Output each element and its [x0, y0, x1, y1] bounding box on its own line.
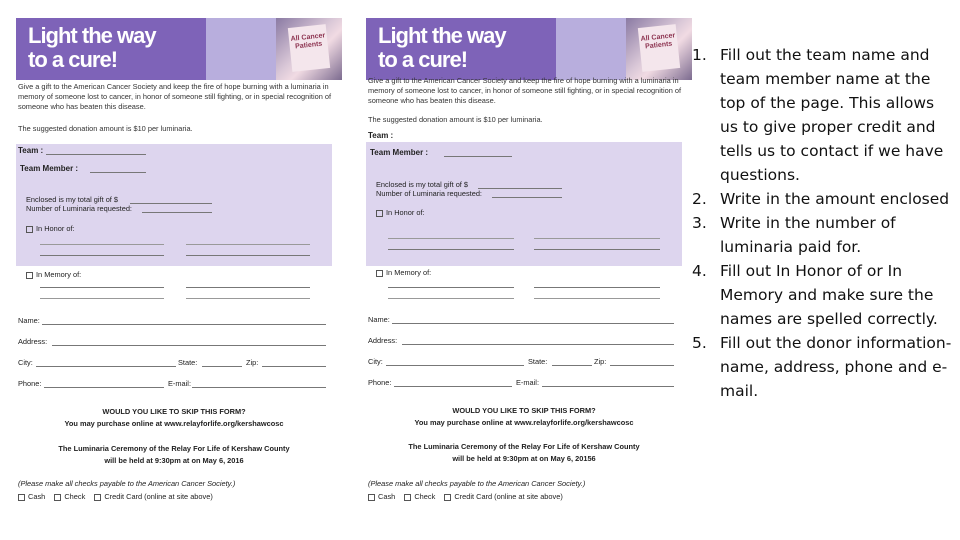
phone-label: Phone:: [368, 378, 392, 387]
name-label: Name:: [18, 316, 40, 325]
payment-options: [18, 492, 220, 501]
in-honor-option[interactable]: In Honor of:: [26, 224, 75, 233]
honor-checkbox[interactable]: [26, 226, 33, 233]
honor-name-line[interactable]: [388, 249, 514, 250]
payment-option-cash[interactable]: Cash: [368, 492, 395, 501]
city-field[interactable]: [36, 366, 176, 367]
city-label: City:: [18, 358, 33, 367]
zip-field[interactable]: [262, 366, 326, 367]
email-field[interactable]: [542, 386, 674, 387]
address-field[interactable]: [402, 344, 674, 345]
purchase-online-text: You may purchase online at www.relayforlife.org/kershawcosc: [64, 419, 284, 428]
luminaria-label: Number of Luminaria requested:: [376, 189, 482, 198]
memory-checkbox[interactable]: [376, 270, 383, 277]
payment-option-check[interactable]: Check: [404, 492, 435, 501]
instruction-text: Fill out In Honor of or In Memory and make sure the names are spelled correctly.: [720, 262, 938, 328]
team-member-label: Team Member :: [370, 148, 429, 157]
enclosed-label: Enclosed is my total gift of $: [26, 195, 119, 204]
cash-checkbox[interactable]: [368, 494, 375, 501]
enclosed-field[interactable]: [130, 203, 212, 204]
instruction-number: 1.: [692, 46, 707, 64]
skip-form-heading: WOULD YOU LIKE TO SKIP THIS FORM?: [452, 406, 596, 415]
purchase-online-text: You may purchase online at www.relayforlife.org/kershawcosc: [414, 418, 634, 427]
instruction-text: Write in the number of luminaria paid for.: [720, 214, 896, 256]
payable-note: (Please make all checks payable to the American Cancer Society.): [18, 479, 236, 488]
team-label: Team :: [368, 131, 394, 140]
instructions-list: [692, 43, 954, 403]
instruction-text: Fill out the team name and team member name at the top of the page. This allows us to give proper credit and tells us to contact if we have questions.: [720, 46, 944, 184]
honor-name-line[interactable]: [186, 255, 310, 256]
memory-name-line[interactable]: [186, 298, 310, 299]
banner-headline: Light the way to a cure!: [378, 23, 506, 72]
name-field[interactable]: [392, 323, 674, 324]
memory-name-line[interactable]: [186, 287, 310, 288]
instruction-item: [692, 187, 954, 211]
banner-headline: Light the way to a cure!: [28, 23, 156, 72]
memory-checkbox[interactable]: [26, 272, 33, 279]
team-field[interactable]: [46, 154, 146, 155]
memory-name-line[interactable]: [534, 298, 660, 299]
in-memory-option[interactable]: In Memory of:: [376, 268, 431, 277]
address-label: Address:: [18, 337, 48, 346]
team-label: Team :: [18, 146, 44, 155]
instruction-item: [692, 43, 954, 187]
instruction-item: [692, 331, 954, 403]
photo-sign-text: All Cancer Patients: [288, 24, 330, 72]
team-member-field[interactable]: [444, 156, 512, 157]
team-member-field[interactable]: [90, 172, 146, 173]
form-fields-box: [16, 144, 332, 266]
email-field[interactable]: [192, 387, 326, 388]
phone-field[interactable]: [394, 386, 512, 387]
photo-sign-text: All Cancer Patients: [638, 24, 680, 72]
honor-name-line[interactable]: [40, 244, 164, 245]
intro-text: Give a gift to the American Cancer Society and keep the fire of hope burning with a luminaria in memory of someone lost to cancer, in honor of someone still fighting, or in special recognition of someone who has beaten this disease.: [18, 82, 332, 111]
honor-name-line[interactable]: [40, 255, 164, 256]
enclosed-label: Enclosed is my total gift of $: [376, 180, 469, 189]
zip-field[interactable]: [610, 365, 674, 366]
state-field[interactable]: [202, 366, 242, 367]
payment-option-cash[interactable]: Cash: [18, 492, 45, 501]
form-banner: [16, 18, 342, 80]
honor-checkbox[interactable]: [376, 210, 383, 217]
honor-name-line[interactable]: [534, 238, 660, 239]
check-checkbox[interactable]: [404, 494, 411, 501]
banner-photo: [626, 18, 692, 80]
instruction-item: [692, 211, 954, 259]
honor-name-line[interactable]: [186, 244, 310, 245]
suggested-donation: The suggested donation amount is $10 per luminaria.: [368, 115, 543, 124]
instruction-number: 2.: [692, 190, 707, 208]
ceremony-line-1: The Luminaria Ceremony of the Relay For Life of Kershaw County: [408, 442, 640, 451]
payment-options: [368, 492, 570, 501]
memory-name-line[interactable]: [40, 298, 164, 299]
luminaria-field[interactable]: [492, 197, 562, 198]
address-field[interactable]: [52, 345, 326, 346]
memory-name-line[interactable]: [388, 298, 514, 299]
instruction-text: Write in the amount enclosed: [720, 190, 950, 208]
instruction-item: [692, 259, 954, 331]
memory-name-line[interactable]: [388, 287, 514, 288]
state-label: State:: [528, 357, 548, 366]
ceremony-line-1: The Luminaria Ceremony of the Relay For Life of Kershaw County: [58, 444, 290, 453]
skip-form-heading: WOULD YOU LIKE TO SKIP THIS FORM?: [102, 407, 246, 416]
credit-card-checkbox[interactable]: [94, 494, 101, 501]
banner-photo: [276, 18, 342, 80]
in-memory-option[interactable]: In Memory of:: [26, 270, 81, 279]
zip-label: Zip:: [246, 358, 259, 367]
ceremony-line-2: will be held at 9:30pm at on May 6, 20156: [452, 454, 596, 463]
zip-label: Zip:: [594, 357, 607, 366]
memory-name-line[interactable]: [534, 287, 660, 288]
city-field[interactable]: [386, 365, 524, 366]
city-label: City:: [368, 357, 383, 366]
name-field[interactable]: [42, 324, 326, 325]
luminaria-label: Number of Luminaria requested:: [26, 204, 132, 213]
suggested-donation: The suggested donation amount is $10 per luminaria.: [18, 124, 193, 133]
team-member-label: Team Member :: [20, 164, 79, 173]
payment-option-credit-card[interactable]: Credit Card (online at site above): [444, 492, 562, 501]
in-honor-option[interactable]: In Honor of:: [376, 208, 425, 217]
address-label: Address:: [368, 336, 398, 345]
credit-card-checkbox[interactable]: [444, 494, 451, 501]
state-field[interactable]: [552, 365, 592, 366]
payment-option-check[interactable]: Check: [54, 492, 85, 501]
state-label: State:: [178, 358, 198, 367]
email-label: E-mail:: [168, 379, 191, 388]
cash-checkbox[interactable]: [18, 494, 25, 501]
intro-text: Give a gift to the American Cancer Society and keep the fire of hope burning with a luminaria in memory of someone lost to cancer, in honor of someone still fighting, or in special recognition of someone who has beaten this disease.: [368, 76, 682, 105]
luminaria-field[interactable]: [142, 212, 212, 213]
instruction-number: 5.: [692, 334, 707, 352]
instruction-number: 3.: [692, 214, 707, 232]
payment-option-credit-card[interactable]: Credit Card (online at site above): [94, 492, 212, 501]
honor-name-line[interactable]: [388, 238, 514, 239]
form-banner: [366, 18, 692, 80]
instruction-number: 4.: [692, 262, 707, 280]
instruction-text: Fill out the donor information-name, address, phone and e-mail.: [720, 334, 952, 400]
email-label: E-mail:: [516, 378, 539, 387]
check-checkbox[interactable]: [54, 494, 61, 501]
luminaria-form-right: [366, 18, 692, 510]
ceremony-line-2: will be held at 9:30pm at on May 6, 2016: [104, 456, 244, 465]
luminaria-form-left: [16, 18, 342, 510]
honor-name-line[interactable]: [534, 249, 660, 250]
enclosed-field[interactable]: [478, 188, 562, 189]
phone-label: Phone:: [18, 379, 42, 388]
form-fields-box: [366, 142, 682, 266]
name-label: Name:: [368, 315, 390, 324]
payable-note: (Please make all checks payable to the American Cancer Society.): [368, 479, 586, 488]
memory-name-line[interactable]: [40, 287, 164, 288]
phone-field[interactable]: [44, 387, 164, 388]
